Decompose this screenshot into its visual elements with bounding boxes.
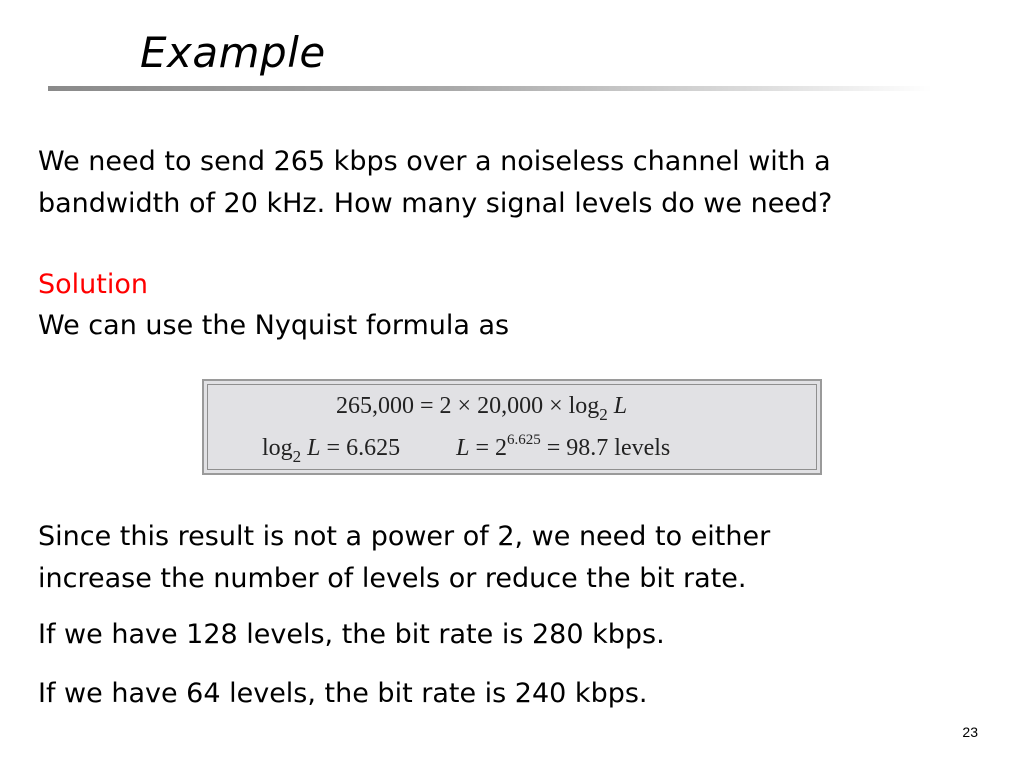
formula-box (202, 379, 822, 475)
formula-line-1 (336, 393, 627, 425)
formula-line-2-power-base: = 2 (475, 435, 507, 461)
page-number: 23 (962, 724, 978, 740)
case-64-levels: If we have 64 levels, the bit rate is 240 kbps. (38, 678, 648, 709)
title-underline (48, 86, 932, 91)
problem-line-2: bandwidth of 20 kHz. How many signal levels do we need? (38, 188, 833, 219)
formula-line-2-variable-b: L (456, 435, 470, 461)
formula-line-2-result: = 98.7 levels (546, 435, 671, 461)
problem-line-1: We need to send 265 kbps over a noiseless channel with a (38, 146, 831, 177)
formula-line-1-variable: L (613, 393, 628, 419)
formula-line-1-log-base: 2 (599, 405, 608, 424)
formula-line-2-value: = 6.625 (326, 435, 401, 461)
solution-heading: Solution (38, 269, 148, 300)
formula-line-2-log: log (262, 435, 293, 461)
slide-title: Example (140, 28, 326, 77)
conclusion (38, 516, 770, 600)
formula-line-2-variable: L (307, 435, 321, 461)
conclusion-line-2: increase the number of levels or reduce the bit rate. (38, 563, 747, 594)
formula-line-2-log-base: 2 (292, 447, 302, 466)
formula-line-1-lhs: 265,000 = 2 × 20,000 × log (336, 393, 600, 419)
problem-statement (38, 141, 832, 225)
conclusion-line-1: Since this result is not a power of 2, we need to either (38, 521, 771, 552)
solution-intro: We can use the Nyquist formula as (38, 310, 510, 341)
formula-line-2-exponent: 6.625 (506, 432, 541, 448)
case-128-levels: If we have 128 levels, the bit rate is 280 kbps. (38, 619, 665, 650)
formula-line-2 (262, 432, 670, 467)
